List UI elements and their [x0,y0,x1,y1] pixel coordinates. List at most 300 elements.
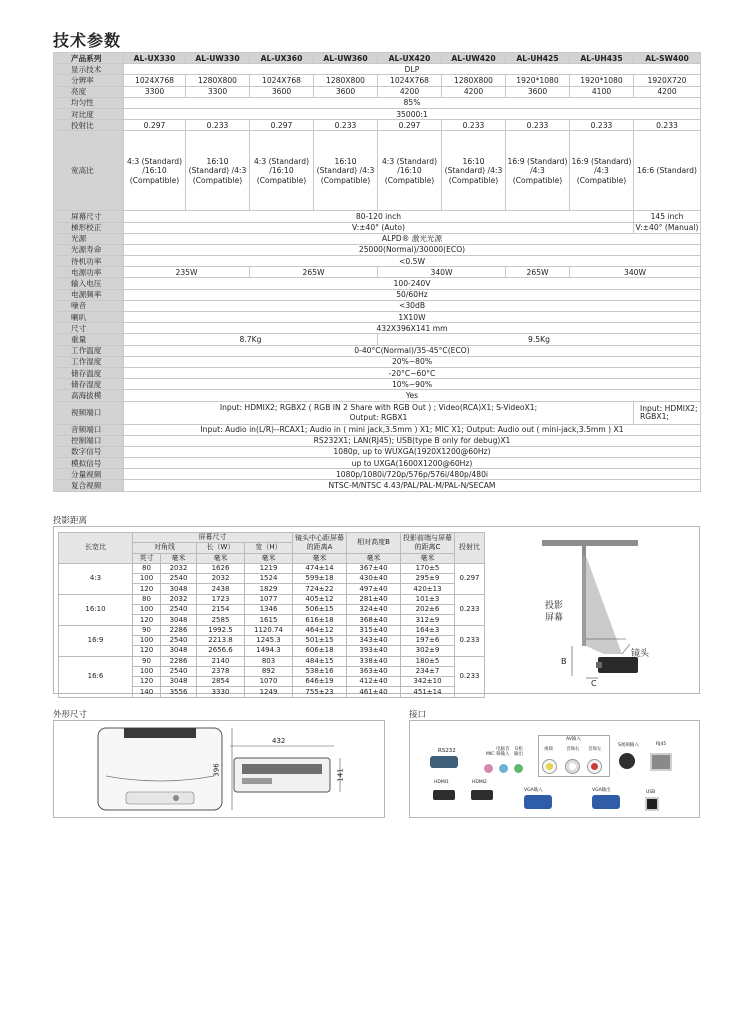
throw-cell: 2286 [161,625,197,635]
throw-cell: 412±40 [347,677,401,687]
spec-value: 8.7Kg [124,334,378,345]
spec-label: 音频端口 [54,424,124,435]
throw-header-dist-a: 镜头中心距屏幕的距离A [293,533,347,554]
throw-row [59,625,485,635]
spec-value: 3600 [250,86,314,97]
throw-ratio: 0.233 [455,656,485,697]
throw-cell: 342±10 [401,677,455,687]
spec-value: 4:3 (Standard) /16:10 (Compatible) [250,131,314,211]
throw-cell: 1992.5 [197,625,245,635]
spec-value: RS232X1; LAN(RJ45); USB(type B only for debug)X1 [124,435,701,446]
throw-cell: 281±40 [347,594,401,604]
video-ports-input: Input: HDMIX2; RGBX2 ( RGB IN 2 Share with RGB Out ) ; Video(RCA)X1; S-VideoX1; [219,403,538,412]
spec-row [54,323,701,334]
back-view-vent [242,778,272,784]
throw-aspect: 16:9 [59,625,133,656]
throw-cell: 2213.8 [197,635,245,645]
spec-value: 16:10 (Standard) /4:3 (Compatible) [442,131,506,211]
throw-cell: 755±23 [293,687,347,697]
throw-cell: 2656.6 [197,646,245,656]
model-name: AL-UX330 [124,53,186,64]
spec-value: 0.233 [442,120,506,131]
spec-row [54,312,701,323]
throw-cell: 2854 [197,677,245,687]
throw-cell: 295±9 [401,574,455,584]
rs232-port-icon [430,756,458,768]
throw-cell: 2032 [161,594,197,604]
spec-row [54,390,701,401]
spec-label: 复合视频 [54,480,124,491]
throw-cell: 2378 [197,666,245,676]
spec-value: -20°C~60°C [124,367,701,378]
spec-row [54,458,701,469]
spec-row [54,480,701,491]
spec-label: 控制端口 [54,435,124,446]
throw-cell: 1120.74 [245,625,293,635]
throw-cell: 100 [133,574,161,584]
throw-header-ratio: 投射比 [455,533,485,564]
throw-cell: 430±40 [347,574,401,584]
spec-label: 喇叭 [54,312,124,323]
top-view-window [124,728,196,738]
projector-body [598,657,638,673]
spec-value: 4:3 (Standard) /16:10 (Compatible) [124,131,186,211]
throw-header-screen-size: 屏幕尺寸 [133,533,293,543]
spec-row [54,379,701,390]
spec-value: 1280X800 [314,75,378,86]
back-view-ports [242,764,322,774]
spec-value: 16:9 (Standard) /4:3 (Compatible) [570,131,634,211]
spec-label: 工作温度 [54,345,124,356]
throw-cell: 100 [133,605,161,615]
throw-cell: 120 [133,615,161,625]
control-icon [173,795,179,801]
throw-cell: 497±40 [347,584,401,594]
spec-row [54,233,701,244]
spec-value: 4200 [634,86,701,97]
model-name: AL-UX360 [250,53,314,64]
spec-value: 4200 [378,86,442,97]
throw-cell: 140 [133,687,161,697]
throw-body [59,563,485,697]
spec-value: 1024X768 [250,75,314,86]
video-rca-icon [543,760,556,773]
spec-row [54,97,701,108]
spec-row [54,334,701,345]
spec-value: Yes [124,390,701,401]
spec-label: 尺寸 [54,323,124,334]
spec-value: 4200 [442,86,506,97]
model-name: AL-UH435 [570,53,634,64]
spec-label: 噪音 [54,300,124,311]
spec-label: 分量视频 [54,469,124,480]
throw-header-length: 长（W） [197,543,245,553]
spec-row [54,108,701,119]
audio-r-label: 音频右 [566,747,580,752]
spec-label: 宽高比 [54,131,124,211]
spec-label: 对比度 [54,108,124,119]
lens-icon [596,662,602,668]
throw-aspect: 16:6 [59,656,133,697]
spec-value: 0.233 [314,120,378,131]
usb-port-icon [645,797,659,811]
throw-cell: 461±40 [347,687,401,697]
vga-out-port-icon [592,795,620,809]
spec-value: 16:9 (Standard) /4:3 (Compatible) [506,131,570,211]
throw-cell: 2438 [197,584,245,594]
spec-value: 1080p, up to WUXGA(1920X1200@60Hz) [124,446,701,457]
spec-row [54,289,701,300]
throw-section-title: 投影距离 [53,516,88,526]
throw-cell: 724±22 [293,584,347,594]
throw-cell: 451±14 [401,687,455,697]
throw-unit: 毫米 [245,553,293,563]
throw-aspect: 4:3 [59,563,133,594]
throw-cell: 2585 [197,615,245,625]
c-label: C [591,679,597,688]
rj45-port-icon [650,753,672,771]
earphone-port-icon [514,764,523,773]
spec-row [54,267,701,278]
spec-label: 亮度 [54,86,124,97]
throw-cell: 315±40 [347,625,401,635]
ceiling-beam [542,540,638,546]
audio-l-label: 音频左 [588,747,602,752]
throw-cell: 1070 [245,677,293,687]
throw-header-width: 宽（H） [245,543,293,553]
throw-cell: 2540 [161,605,197,615]
throw-cell: 1723 [197,594,245,604]
screen-panel [582,556,586,646]
dim-width: 432 [272,737,286,745]
spec-label: 储存温度 [54,367,124,378]
lens-pointer [622,644,630,654]
throw-cell: 405±12 [293,594,347,604]
throw-cell: 606±18 [293,646,347,656]
model-name: AL-UW330 [186,53,250,64]
throw-cell: 1077 [245,594,293,604]
spec-label: 投射比 [54,120,124,131]
throw-cell: 80 [133,594,161,604]
throw-aspect: 16:10 [59,594,133,625]
b-label: B [561,657,567,666]
spec-row [54,64,701,75]
throw-cell: 302±9 [401,646,455,656]
rj45-label: RJ45 [656,742,667,747]
spec-value: 25000(Normal)/30000(ECO) [124,244,701,255]
spec-row [54,278,701,289]
outline-section-title: 外形尺寸 [53,710,88,720]
svideo-label: S视频输入 [618,743,639,748]
throw-cell: 197±6 [401,635,455,645]
spec-label: 视频端口 [54,401,124,424]
spec-value: 340W [570,267,701,278]
spec-value: 3600 [314,86,378,97]
throw-cell: 3048 [161,615,197,625]
hdmi2-port-icon [471,790,493,800]
spec-label: 电源功率 [54,267,124,278]
spec-value: 16:10 (Standard) /4:3 (Compatible) [186,131,250,211]
spec-value: 0.297 [250,120,314,131]
throw-cell: 506±15 [293,605,347,615]
throw-cell: 501±15 [293,635,347,645]
throw-cell: 2540 [161,574,197,584]
throw-unit: 毫米 [401,553,455,563]
spec-row [54,211,701,222]
spec-value: 0.233 [506,120,570,131]
spec-label: 重量 [54,334,124,345]
spec-row [54,244,701,255]
spec-row [54,356,701,367]
spec-value: 432X396X141 mm [124,323,701,334]
spec-value: 1X10W [124,312,701,323]
throw-cell: 420±13 [401,584,455,594]
spec-value: <30dB [124,300,701,311]
spec-value: 4100 [570,86,634,97]
lens-label: 镜头 [631,649,650,659]
spec-value: 0.297 [124,120,186,131]
spec-value: NTSC-M/NTSC 4.43/PAL/PAL-M/PAL-N/SECAM [124,480,701,491]
spec-value: 1024X768 [378,75,442,86]
throw-cell: 1829 [245,584,293,594]
spec-value: 1024X768 [124,75,186,86]
throw-cell: 1626 [197,563,245,573]
throw-cell: 100 [133,635,161,645]
spec-value: Input: Audio in(L/R)--RCAX1; Audio in ( mini jack,3.5mm ) X1; MIC X1; Output: Audio out ( mini-jack,3.5mm ) X1 [124,424,701,435]
spec-row [54,222,701,233]
throw-ratio: 0.233 [455,625,485,656]
throw-cell: 3048 [161,646,197,656]
throw-cell: 363±40 [347,666,401,676]
throw-cell: 120 [133,646,161,656]
spec-row-aspect [54,131,701,211]
throw-cell: 1219 [245,563,293,573]
spec-label: 工作湿度 [54,356,124,367]
throw-cell: 1346 [245,605,293,615]
throw-ratio: 0.297 [455,563,485,594]
throw-cell: 1615 [245,615,293,625]
throw-cell: 1249 [245,687,293,697]
hdmi2-label: HDMI2 [472,780,487,785]
spec-value: 265W [506,267,570,278]
spec-label: 屏幕尺寸 [54,211,124,222]
spec-value: 1920*1080 [506,75,570,86]
throw-cell: 1524 [245,574,293,584]
throw-cell: 3556 [161,687,197,697]
spec-value: 10%~90% [124,379,701,390]
rs232-label: RS232 [438,748,456,754]
throw-cell: 616±18 [293,615,347,625]
throw-cell: 170±5 [401,563,455,573]
page-title: 技术参数 [53,31,122,50]
mic-label: MIC [486,752,495,757]
throw-unit: 英寸 [133,553,161,563]
throw-cell: 3330 [197,687,245,697]
throw-cell: 803 [245,656,293,666]
throw-unit: 毫米 [347,553,401,563]
throw-cell: 474±14 [293,563,347,573]
throw-row [59,594,485,604]
vga-in-port-icon [524,795,552,809]
spec-row [54,120,701,131]
throw-cell: 646±19 [293,677,347,687]
throw-cell: 234±7 [401,666,455,676]
mount-bracket [582,546,586,556]
throw-cell: 2032 [197,574,245,584]
throw-cell: 3048 [161,584,197,594]
throw-row [59,563,485,573]
spec-value: 0.297 [378,120,442,131]
spec-label: 显示技术 [54,64,124,75]
spec-row [54,300,701,311]
spec-value: 9.5Kg [378,334,701,345]
hdmi1-port-icon [433,790,455,800]
throw-cell: 2540 [161,635,197,645]
throw-cell: 338±40 [347,656,401,666]
mic-port-icon [484,764,493,773]
spec-value: 1920X720 [634,75,701,86]
throw-cell: 80 [133,563,161,573]
spec-value: 80-120 inch [124,211,634,222]
spec-value: 0.233 [634,120,701,131]
spec-value: 340W [378,267,506,278]
model-name: AL-SW400 [634,53,701,64]
spec-label: 光源寿命 [54,244,124,255]
audio-r-rca-icon [566,760,579,773]
vga-out-label: VGA输出 [592,788,611,793]
throw-cell: 2032 [161,563,197,573]
spec-value: 16:6 (Standard) [634,131,701,211]
video-ports-output: Output: RGBX1 [349,412,408,422]
usb-label: USB [646,790,656,795]
hdmi1-label: HDMI1 [434,780,449,785]
throw-cell: 90 [133,656,161,666]
throw-header-aspect: 长宽比 [59,533,133,564]
vga-in-label: VGA输入 [524,788,543,793]
throw-header-diagonal: 对角线 [133,543,197,553]
spec-row [54,424,701,435]
throw-cell: 202±6 [401,605,455,615]
spec-value: DLP [124,64,701,75]
spec-label: 光源 [54,233,124,244]
spec-value: ALPD® 激光光源 [124,233,701,244]
throw-cell: 1245.3 [245,635,293,645]
spec-value: 16:10 (Standard) /4:3 (Compatible) [314,131,378,211]
throw-table [58,532,485,698]
throw-row [59,656,485,666]
spec-row-video [54,401,701,424]
screen-label: 投影屏幕 [545,601,564,623]
spec-label: 分辨率 [54,75,124,86]
audio-l-rca-icon [588,760,601,773]
ports-section-title: 接口 [409,710,427,720]
earphone-label: 耳机输出 [514,747,523,757]
spec-value: 4:3 (Standard) /16:10 (Compatible) [378,131,442,211]
spec-row [54,256,701,267]
spec-row [54,469,701,480]
spec-label: 高海拔模 [54,390,124,401]
spec-label: 均匀性 [54,97,124,108]
spec-value: 3600 [506,86,570,97]
audio-in-port-icon [499,764,508,773]
model-name: AL-UX420 [378,53,442,64]
spec-row [54,86,701,97]
spec-row [54,435,701,446]
throw-cell: 464±12 [293,625,347,635]
throw-unit: 毫米 [293,553,347,563]
throw-cell: 2154 [197,605,245,615]
spec-row [54,446,701,457]
spec-row [54,367,701,378]
spec-header-row [54,53,701,64]
throw-unit: 毫米 [197,553,245,563]
throw-cell: 368±40 [347,615,401,625]
throw-cell: 2140 [197,656,245,666]
throw-cell: 120 [133,584,161,594]
av-input-label: AV输入 [566,737,581,742]
spec-value: 3300 [186,86,250,97]
spec-value: V:±40° (Auto) [124,222,634,233]
throw-cell: 120 [133,677,161,687]
throw-cell: 892 [245,666,293,676]
throw-cell: 180±5 [401,656,455,666]
model-name: AL-UW420 [442,53,506,64]
model-name: AL-UW360 [314,53,378,64]
spec-value: V:±40° (Manual) [634,222,701,233]
throw-cell: 2286 [161,656,197,666]
spec-value: 100-240V [124,278,701,289]
spec-table [53,52,701,492]
spec-value: 0.233 [186,120,250,131]
throw-cell: 599±18 [293,574,347,584]
throw-cell: 484±15 [293,656,347,666]
video-label: 视频 [544,747,553,752]
throw-unit: 毫米 [161,553,197,563]
spec-value: 1920*1080 [570,75,634,86]
throw-cell: 100 [133,666,161,676]
svideo-port-icon [619,753,635,769]
throw-cell: 3048 [161,677,197,687]
throw-header-height-b: 相对高度B [347,533,401,554]
spec-value: up to UXGA(1600X1200@60Hz) [124,458,701,469]
spec-value: 1280X800 [442,75,506,86]
throw-cell: 101±3 [401,594,455,604]
spec-value: 1280X800 [186,75,250,86]
spec-label: 梯形校正 [54,222,124,233]
spec-label: 储存湿度 [54,379,124,390]
spec-value: 1080p/1080i/720p/576p/576i/480p/480i [124,469,701,480]
spec-value: 35000:1 [124,108,701,119]
throw-cell: 164±3 [401,625,455,635]
spec-value [124,401,634,424]
spec-label: 待机功率 [54,256,124,267]
throw-cell: 2540 [161,666,197,676]
audio-in-label: 电脑音频输入 [496,747,510,757]
spec-value: 0.233 [570,120,634,131]
spec-label: 产品系列 [54,53,124,64]
spec-row [54,75,701,86]
throw-cell: 367±40 [347,563,401,573]
throw-cell: 312±9 [401,615,455,625]
spec-label: 电源频率 [54,289,124,300]
spec-value: 265W [250,267,378,278]
projector-back-view [234,758,330,792]
spec-value: 0-40°C(Normal)/35-45°C(ECO) [124,345,701,356]
spec-value: 3300 [124,86,186,97]
spec-label: 输入电压 [54,278,124,289]
spec-value: <0.5W [124,256,701,267]
spec-value: 50/60Hz [124,289,701,300]
